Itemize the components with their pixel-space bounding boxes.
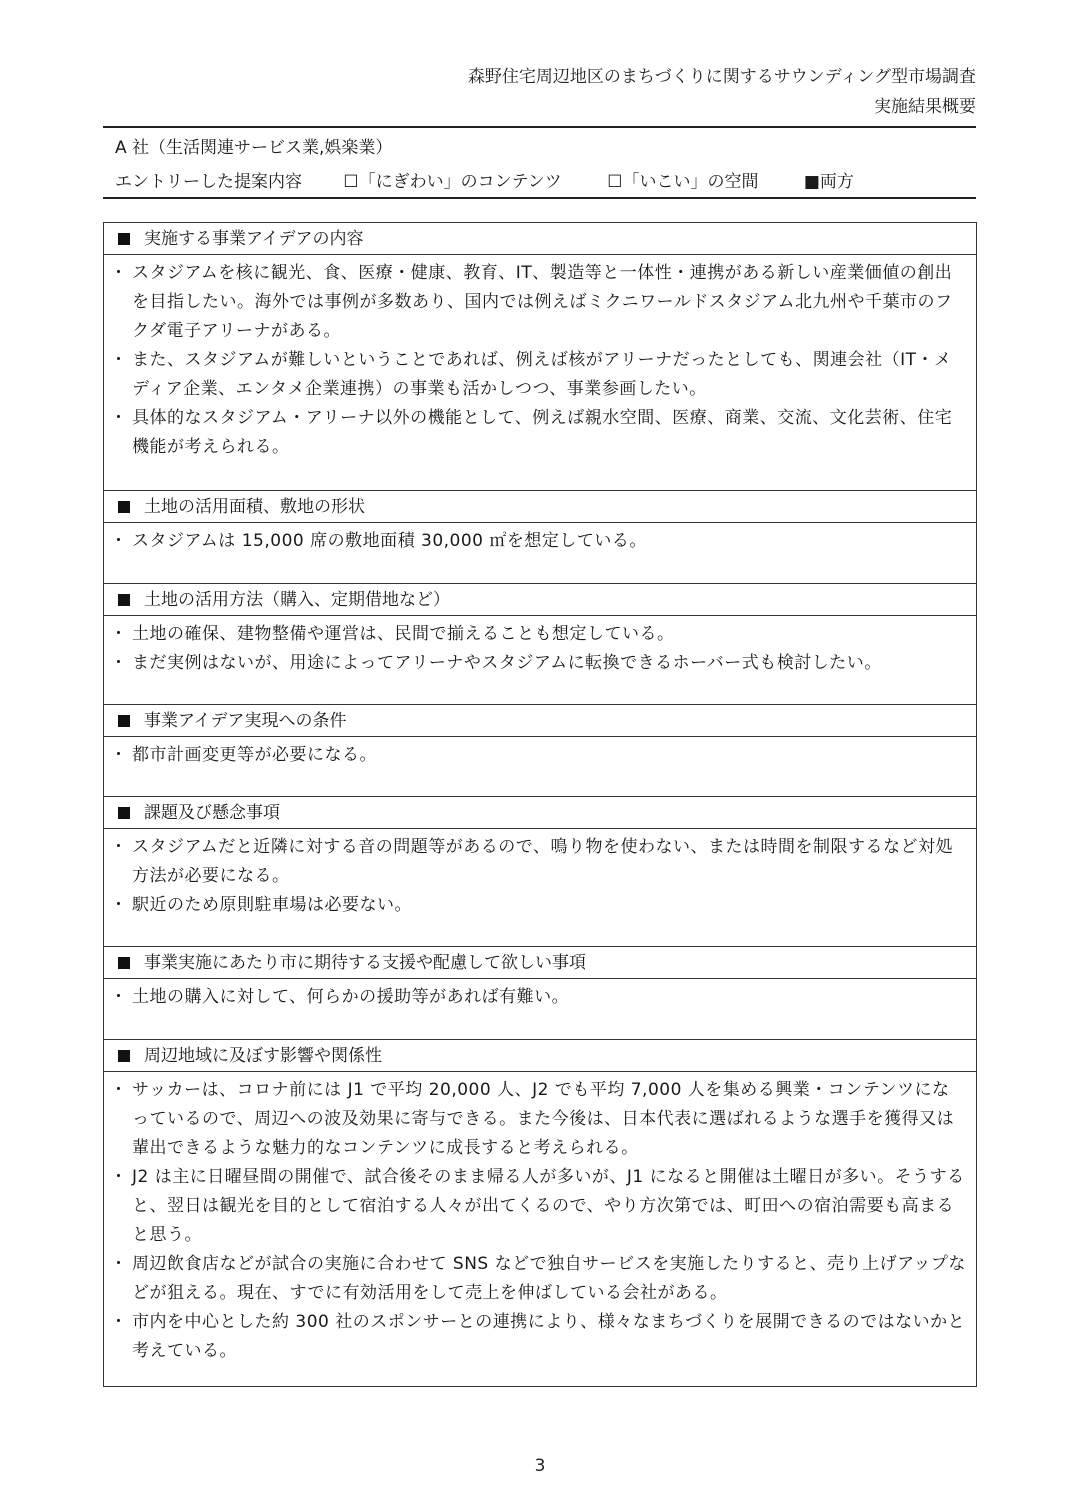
square-bullet-icon [118, 233, 130, 245]
section-body [104, 523, 976, 584]
square-bullet-icon [118, 501, 130, 513]
bullet-item: ・ 市内を中心とした約 300 社のスポンサーとの連携により、様々なまちづくりを展開できるのではないかと考えている。 [114, 1308, 966, 1366]
square-bullet-icon [118, 807, 130, 819]
section-body [104, 829, 976, 947]
section-title: 事業実施にあたり市に期待する支援や配慮して欲しい事項 [144, 953, 586, 973]
section-title: 実施する事業アイデアの内容 [144, 229, 364, 249]
entry-label: エントリーした提案内容 [115, 172, 302, 192]
bullet-item: ・ サッカーは、コロナ前には J1 で平均 20,000 人、J2 でも平均 7,000 人を集める興業・コンテンツになっているので、周辺への波及効果に寄与できる。また今後は、日本代表に選ばれるような選手を獲得又は輩出できるような魅力的なコンテンツに成長すると考えられる。 [114, 1076, 966, 1163]
document-subtitle: 実施結果概要 [874, 97, 976, 117]
square-bullet-icon [118, 594, 130, 606]
document-title: 森野住宅周辺地区のまちづくりに関するサウンディング型市場調査 [467, 67, 976, 87]
document-header [468, 62, 976, 122]
entry-option-both: ■両方 [803, 172, 854, 192]
section-heading [104, 705, 976, 737]
entry-option-nigiwai: ☐「にぎわい」のコンテンツ [343, 172, 562, 192]
section-title: 事業アイデア実現への条件 [144, 711, 347, 731]
bullet-item: ・ 駅近のため原則駐車場は必要ない。 [114, 891, 966, 920]
bullet-item: ・ 都市計画変更等が必要になる。 [114, 741, 966, 770]
section-heading [104, 947, 976, 979]
section-title: 課題及び懸念事項 [144, 803, 280, 823]
square-bullet-icon [118, 1050, 130, 1062]
bullet-item: ・ J2 は主に日曜昼間の開催で、試合後そのまま帰る人が多いが、J1 になると開催は土曜日が多い。そうすると、翌日は観光を目的として宿泊する人々が出てくるので、やり方次第では、町田への宿泊需要も高まると思う。 [114, 1163, 966, 1250]
company-name: A 社（生活関連サービス業,娯楽業） [115, 138, 393, 158]
section-body [104, 255, 976, 491]
square-bullet-icon [118, 957, 130, 969]
section-body [104, 1072, 976, 1386]
section-heading [104, 1040, 976, 1072]
square-bullet-icon [118, 715, 130, 727]
page-number: 3 [534, 1456, 546, 1476]
bullet-item: ・ 周辺飲食店などが試合の実施に合わせて SNS などで独自サービスを実施したりすると、売り上げアップなどが狙える。現在、すでに有効活用をして売上を伸ばしている会社がある。 [114, 1250, 966, 1308]
section-heading [104, 491, 976, 523]
bullet-item: ・ 土地の購入に対して、何らかの援助等があれば有難い。 [114, 983, 966, 1012]
bullet-item: ・ スタジアムだと近隣に対する音の問題等があるので、鳴り物を使わない、または時間を制限するなど対処方法が必要になる。 [114, 833, 966, 891]
entry-option-ikoi: ☐「いこい」の空間 [607, 172, 759, 192]
section-body [104, 737, 976, 797]
section-title: 土地の活用面積、敷地の形状 [144, 497, 365, 517]
bullet-item: ・ また、スタジアムが難しいということであれば、例えば核がアリーナだったとしても、関連会社（IT・メディア企業、エンタメ企業連携）の事業も活かしつつ、事業参画したい。 [114, 346, 966, 404]
section-body [104, 979, 976, 1040]
section-title: 周辺地域に及ぼす影響や関係性 [144, 1046, 382, 1066]
bullet-item: ・ まだ実例はないが、用途によってアリーナやスタジアムに転換できるホーバー式も検討したい。 [114, 649, 966, 678]
section-body [104, 616, 976, 705]
bullet-item: ・ 具体的なスタジアム・アリーナ以外の機能として、例えば親水空間、医療、商業、交流、文化芸術、住宅機能が考えられる。 [114, 404, 966, 462]
bullet-item: ・ スタジアムを核に観光、食、医療・健康、教育、IT、製造等と一体性・連携がある新しい産業価値の創出を目指したい。海外では事例が多数あり、国内では例えばミクニワールドスタジアム北九州や千葉市のフクダ電子アリーナがある。 [114, 259, 966, 346]
company-info-block [103, 126, 976, 199]
section-title: 土地の活用方法（購入、定期借地など） [144, 590, 450, 610]
bullet-item: ・ スタジアムは 15,000 席の敷地面積 30,000 ㎡を想定している。 [114, 527, 966, 556]
bullet-item: ・ 土地の確保、建物整備や運営は、民間で揃えることも想定している。 [114, 620, 966, 649]
results-table [103, 222, 977, 1387]
section-heading [104, 584, 976, 616]
section-heading [104, 223, 976, 255]
section-heading [104, 797, 976, 829]
entry-row [115, 170, 854, 194]
